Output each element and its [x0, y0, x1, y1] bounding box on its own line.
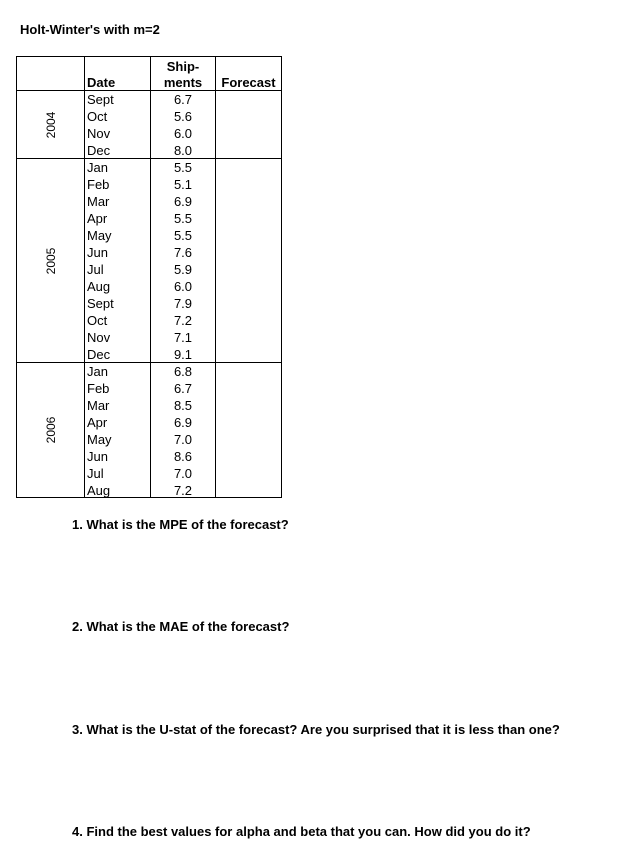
shipments-cell: 7.0 — [173, 466, 193, 481]
table-row — [17, 465, 281, 482]
table-row — [17, 431, 281, 448]
month-cell: Jan — [87, 160, 108, 175]
shipments-cell: 5.5 — [173, 160, 193, 175]
month-cell: Jun — [87, 449, 108, 464]
shipments-cell: 5.9 — [173, 262, 193, 277]
table-row — [17, 176, 281, 193]
year-label: 2006 — [44, 416, 58, 444]
month-cell: Nov — [87, 126, 111, 141]
month-cell: Mar — [87, 398, 110, 413]
month-cell: Oct — [87, 313, 108, 328]
table-row — [17, 159, 281, 176]
month-cell: Apr — [87, 415, 108, 430]
table-row — [17, 261, 281, 278]
month-cell: Feb — [87, 177, 110, 192]
table-row — [17, 125, 281, 142]
shipments-cell: 7.9 — [173, 296, 193, 311]
header-shipments-line1: Ship- — [166, 59, 200, 74]
shipments-cell: 6.9 — [173, 415, 193, 430]
month-cell: Sept — [87, 296, 114, 311]
table-row — [17, 193, 281, 210]
shipments-cell: 8.0 — [173, 143, 193, 158]
table-row — [17, 380, 281, 397]
shipments-cell: 8.5 — [173, 398, 193, 413]
table-row — [17, 295, 281, 312]
shipments-cell: 5.5 — [173, 228, 193, 243]
table-row — [17, 397, 281, 414]
shipments-cell: 9.1 — [173, 347, 193, 362]
month-cell: Dec — [87, 143, 111, 158]
shipments-cell: 6.7 — [173, 92, 193, 107]
table-row — [17, 414, 281, 431]
table-row — [17, 278, 281, 295]
table-row — [17, 244, 281, 261]
table-row — [17, 91, 281, 108]
shipments-cell: 5.5 — [173, 211, 193, 226]
month-cell: Jul — [87, 262, 104, 277]
month-cell: Mar — [87, 194, 110, 209]
table-row — [17, 363, 281, 380]
month-cell: Jan — [87, 364, 108, 379]
question-4: 4. Find the best values for alpha and beta that you can. How did you do it? — [72, 824, 531, 839]
month-cell: Apr — [87, 211, 108, 226]
month-cell: Feb — [87, 381, 110, 396]
shipments-cell: 8.6 — [173, 449, 193, 464]
header-forecast: Forecast — [221, 75, 276, 90]
table-row — [17, 346, 281, 363]
shipments-cell: 6.0 — [173, 126, 193, 141]
header-date: Date — [87, 75, 116, 90]
shipments-cell: 7.2 — [173, 313, 193, 328]
month-cell: Sept — [87, 92, 114, 107]
page-title: Holt-Winter's with m=2 — [20, 22, 160, 37]
shipments-cell: 6.8 — [173, 364, 193, 379]
month-cell: Jul — [87, 466, 104, 481]
question-1: 1. What is the MPE of the forecast? — [72, 517, 289, 532]
shipments-cell: 6.0 — [173, 279, 193, 294]
month-cell: May — [87, 432, 112, 447]
shipments-cell: 6.9 — [173, 194, 193, 209]
question-2: 2. What is the MAE of the forecast? — [72, 619, 290, 634]
shipments-cell: 7.0 — [173, 432, 193, 447]
shipments-cell: 7.6 — [173, 245, 193, 260]
month-cell: Aug — [87, 483, 111, 498]
table-row — [17, 482, 281, 499]
table-row — [17, 108, 281, 125]
table-row — [17, 142, 281, 159]
month-cell: Dec — [87, 347, 111, 362]
month-cell: Jun — [87, 245, 108, 260]
shipments-cell: 5.6 — [173, 109, 193, 124]
month-cell: Aug — [87, 279, 111, 294]
month-cell: Oct — [87, 109, 108, 124]
shipments-table — [16, 56, 282, 498]
month-cell: Nov — [87, 330, 111, 345]
shipments-cell: 6.7 — [173, 381, 193, 396]
table-row — [17, 312, 281, 329]
shipments-cell: 5.1 — [173, 177, 193, 192]
shipments-cell: 7.2 — [173, 483, 193, 498]
header-shipments-line2: ments — [163, 75, 203, 90]
table-row — [17, 227, 281, 244]
table-row — [17, 448, 281, 465]
shipments-cell: 7.1 — [173, 330, 193, 345]
table-row — [17, 329, 281, 346]
year-label: 2004 — [44, 111, 58, 138]
month-cell: May — [87, 228, 112, 243]
question-3: 3. What is the U-stat of the forecast? Are you surprised that it is less than one? — [72, 722, 560, 737]
table-row — [17, 210, 281, 227]
year-label: 2005 — [44, 247, 58, 274]
